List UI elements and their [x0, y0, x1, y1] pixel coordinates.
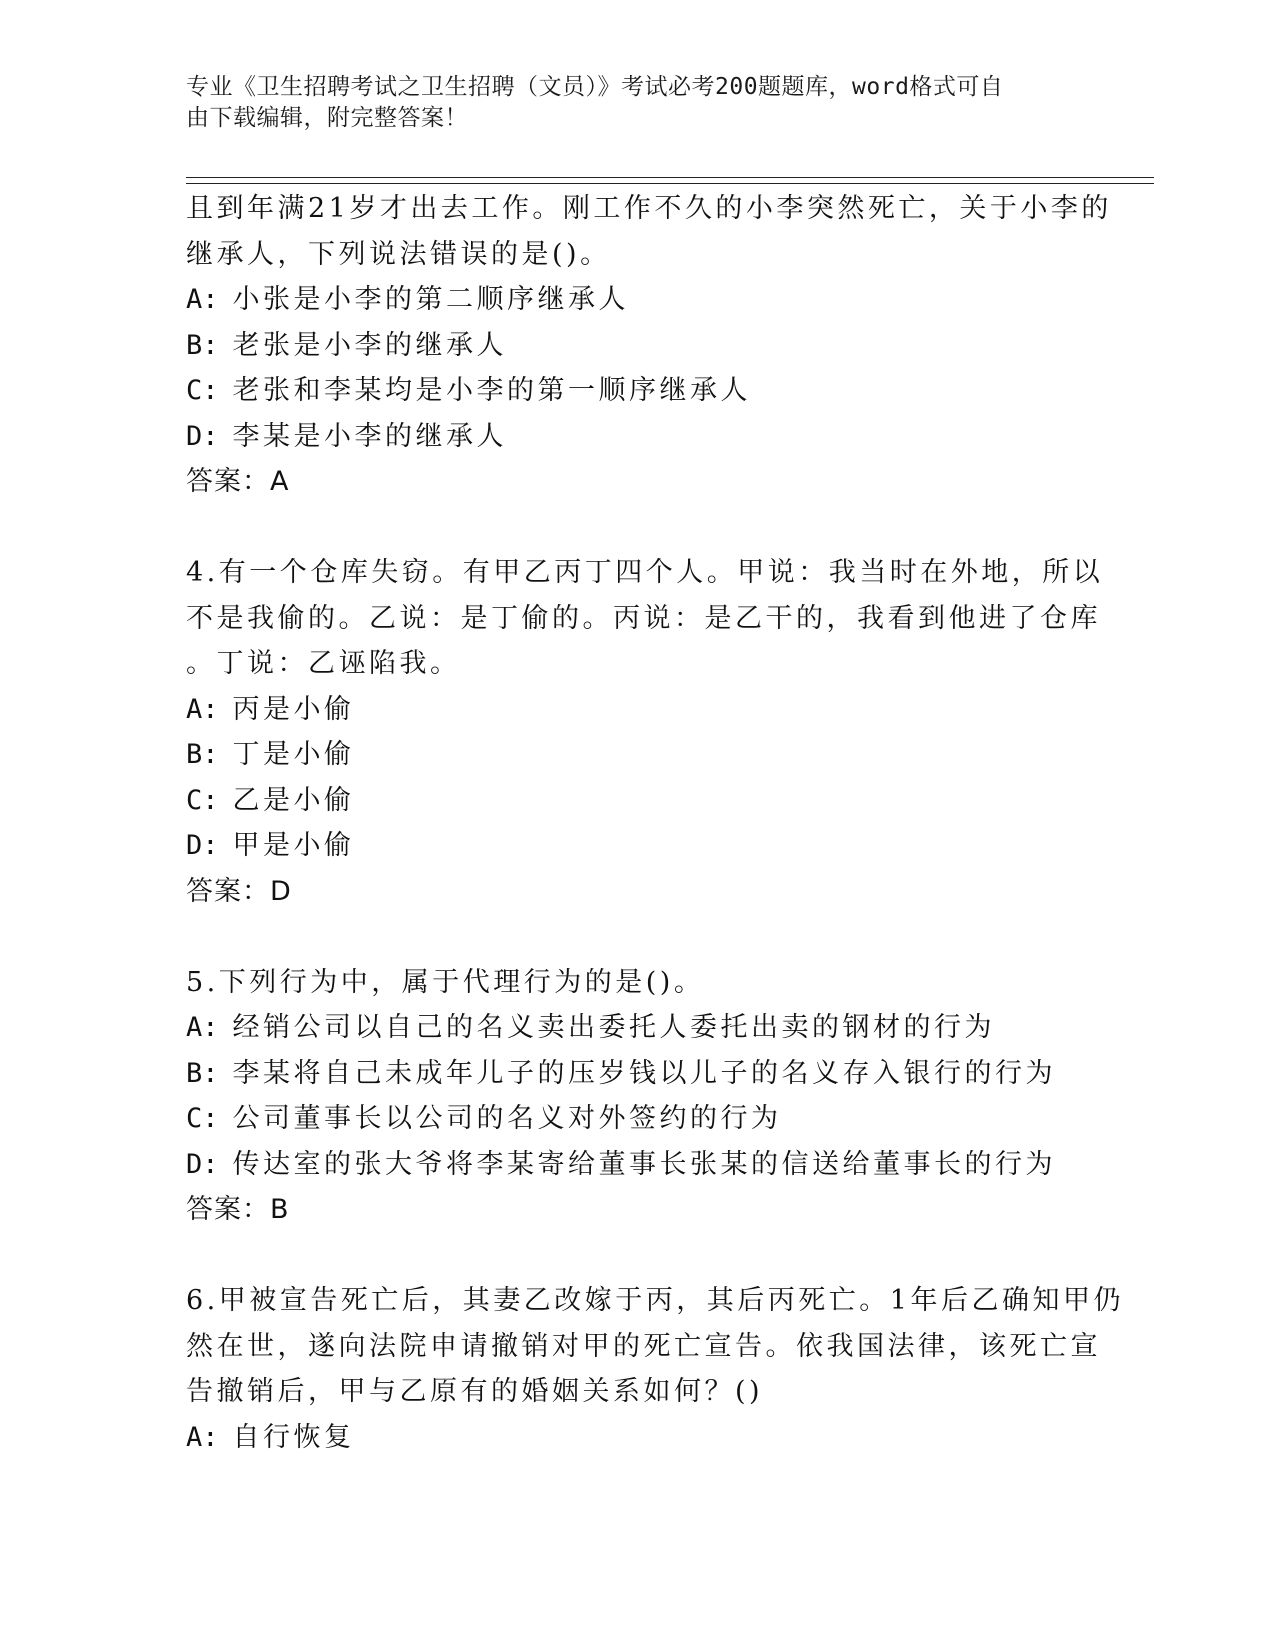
option-text: 老张和李某均是小李的第一顺序继承人 — [232, 375, 752, 406]
question-stem-line: 。丁说：乙诬陷我。 — [186, 648, 461, 679]
document-body — [186, 186, 1124, 1460]
option-text: 自行恢复 — [232, 1421, 355, 1453]
option-text: 甲是小偷 — [232, 830, 355, 861]
option-key: B: — [186, 1057, 219, 1089]
question-stem-line: 且到年满21岁才出去工作。刚工作不久的小李突然死亡，关于小李的 — [186, 193, 1112, 224]
option-a — [186, 277, 1086, 323]
option-key: A: — [186, 1012, 219, 1043]
option-text: 公司董事长以公司的名义对外签约的行为 — [232, 1103, 782, 1134]
answer-line — [186, 1187, 1086, 1233]
option-key: A: — [186, 1421, 219, 1453]
option-text: 乙是小偷 — [232, 784, 355, 816]
question-stem-line: 4.有一个仓库失窃。有甲乙丙丁四个人。甲说：我当时在外地，所以 — [186, 557, 1104, 588]
option-text: 李某是小李的继承人 — [232, 420, 508, 452]
page-header — [186, 72, 1066, 134]
answer-value: B — [270, 1194, 290, 1225]
header-line-2: 由下载编辑，附完整答案！ — [186, 105, 468, 131]
header-rule-bottom — [186, 183, 1154, 184]
option-key: D: — [186, 830, 219, 861]
option-key: A: — [186, 284, 219, 315]
option-a — [186, 1005, 1086, 1051]
question-stem-line: 5.下列行为中，属于代理行为的是()。 — [186, 966, 705, 998]
answer-value: D — [270, 875, 292, 907]
question-stem-line: 然在世，遂向法院申请撤销对甲的死亡宣告。依我国法律，该死亡宣 — [186, 1330, 1101, 1362]
question-3 — [186, 186, 1112, 505]
question-4 — [186, 550, 1104, 914]
option-key: C: — [186, 784, 219, 816]
option-d — [186, 414, 1086, 460]
question-stem-line: 告撤销后，甲与乙原有的婚姻关系如何？() — [186, 1376, 764, 1407]
question-stem-line: 继承人，下列说法错误的是()。 — [186, 238, 611, 270]
option-d — [186, 1142, 1086, 1188]
option-text: 李某将自己未成年儿子的压岁钱以儿子的名义存入银行的行为 — [232, 1057, 1057, 1089]
option-b — [186, 732, 1086, 778]
answer-line — [186, 459, 1086, 505]
option-c — [186, 778, 1086, 824]
question-6 — [186, 1278, 1124, 1460]
option-text: 老张是小李的继承人 — [232, 329, 508, 361]
option-c — [186, 1096, 1086, 1142]
option-key: C: — [186, 1103, 219, 1134]
option-b — [186, 1051, 1086, 1097]
header-rule-top — [186, 177, 1154, 178]
header-line-1: 专业《卫生招聘考试之卫生招聘（文员）》考试必考200题题库，word格式可自 — [186, 74, 1004, 100]
answer-label: 答案： — [186, 1194, 270, 1225]
answer-value: A — [270, 466, 290, 497]
option-key: D: — [186, 1148, 219, 1180]
option-text: 小张是小李的第二顺序继承人 — [232, 284, 630, 315]
question-stem-line: 6.甲被宣告死亡后，其妻乙改嫁于丙，其后丙死亡。1年后乙确知甲仍 — [186, 1285, 1124, 1316]
question-stem-line: 不是我偷的。乙说：是丁偷的。丙说：是乙干的，我看到他进了仓库 — [186, 602, 1101, 634]
answer-line — [186, 869, 1086, 915]
answer-label: 答案： — [186, 875, 270, 907]
question-5 — [186, 960, 1086, 1233]
option-text: 丙是小偷 — [232, 693, 355, 725]
option-text: 丁是小偷 — [232, 739, 355, 770]
option-a — [186, 687, 1086, 733]
option-c — [186, 368, 1086, 414]
answer-label: 答案： — [186, 466, 270, 497]
option-key: B: — [186, 739, 219, 770]
option-key: C: — [186, 375, 219, 406]
option-text: 经销公司以自己的名义卖出委托人委托出卖的钢材的行为 — [232, 1012, 996, 1043]
option-d — [186, 823, 1086, 869]
option-a — [186, 1415, 1086, 1461]
option-key: D: — [186, 420, 219, 452]
option-text: 传达室的张大爷将李某寄给董事长张某的信送给董事长的行为 — [232, 1148, 1057, 1180]
option-b — [186, 323, 1086, 369]
option-key: B: — [186, 329, 219, 361]
option-key: A: — [186, 693, 219, 725]
